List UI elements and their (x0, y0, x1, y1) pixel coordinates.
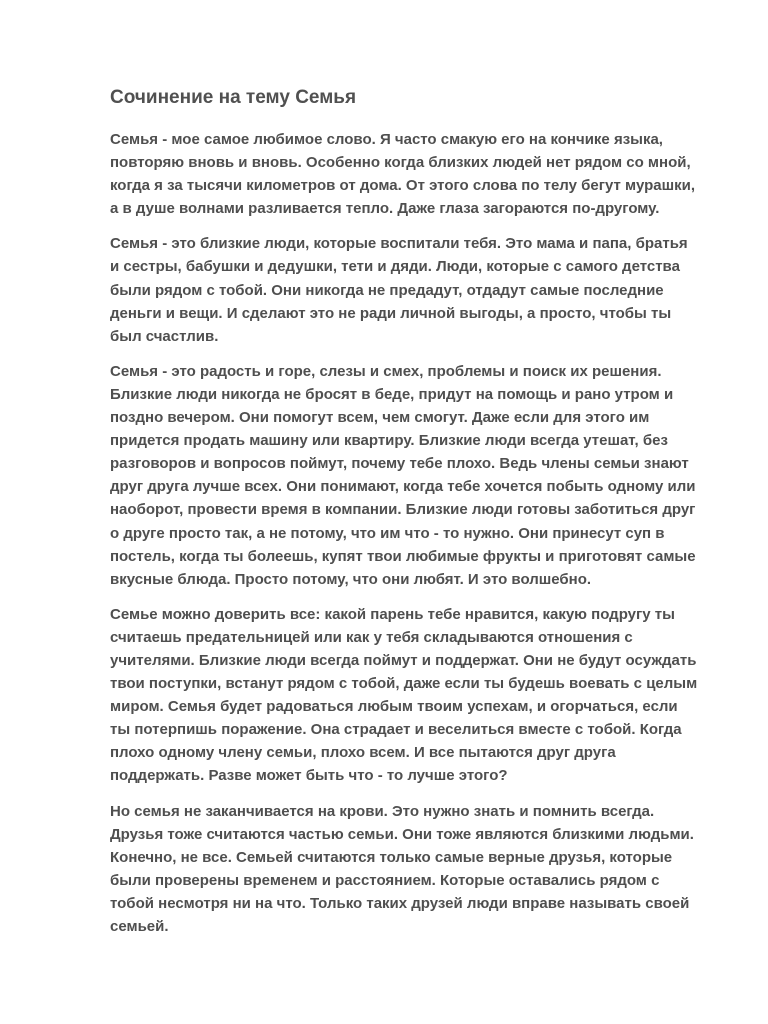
paragraph-4: Семье можно доверить все: какой парень тебе нравится, какую подругу ты считаешь предательницей или как у тебя складываются отношения с учителями. Близкие люди всегда поймут и поддержат. Они не будут осуждать твои поступки, встанут рядом с тобой, даже если ты будешь воевать с целым миром. Семья будет радоваться любым твоим успехам, и огорчаться, если ты потерпишь поражение. Она страдает и веселиться вместе с тобой. Когда плохо одному члену семьи, плохо всем. И все пытаются друг друга поддержать. Разве может быть что - то лучше этого? (110, 605, 698, 785)
paragraph-2: Семья - это близкие люди, которые воспитали тебя. Это мама и папа, братья и сестры, бабушки и дедушки, тети и дяди. Люди, которые с самого детства были рядом с тобой. Они никогда не предадут, отдадут самые последние деньги и вещи. И сделают это не ради личной выгоды, а просто, чтобы ты был счастлив. (110, 235, 688, 345)
paragraph-3: Семья - это радость и горе, слезы и смех, проблемы и поиск их решения. Близкие люди никогда не бросят в беде, придут на помощь и рано утром и поздно вечером. Они помогут всем, чем смогут. Даже если для этого им придется продать машину или квартиру. Близкие люди всегда утешат, без разговоров и вопросов поймут, почему тебе плохо. Ведь члены семьи знают друг друга лучше всех. Они понимают, когда тебе хочется побыть одному или наоборот, провести время в компании. Близкие люди готовы заботиться друг о друге просто так, а не потому, что им что - то нужно. Они принесут суп в постель, когда ты болеешь, купят твои любимые фрукты и приготовят самые вкусные блюда. Просто потому, что они любят. И это волшебно. (110, 362, 696, 588)
document-page (110, 84, 698, 950)
paragraph-1: Семья - мое самое любимое слово. Я часто смакую его на кончике языка, повторяю вновь и вновь. Особенно когда близких людей нет рядом со мной, когда я за тысячи километров от дома. От этого слова по телу бегут мурашки, а в душе волнами разливается тепло. Даже глаза загораются по-другому. (110, 131, 695, 218)
document-title: Сочинение на тему Семья (110, 87, 357, 108)
paragraph-5: Но семья не заканчивается на крови. Это нужно знать и помнить всегда. Друзья тоже считаются частью семьи. Они тоже являются близкими людьми. Конечно, не все. Семьей считаются только самые верные друзья, которые были проверены временем и расстоянием. Которые оставались рядом с тобой несмотря ни на что. Только таких друзей люди вправе называть своей семьей. (110, 802, 694, 935)
